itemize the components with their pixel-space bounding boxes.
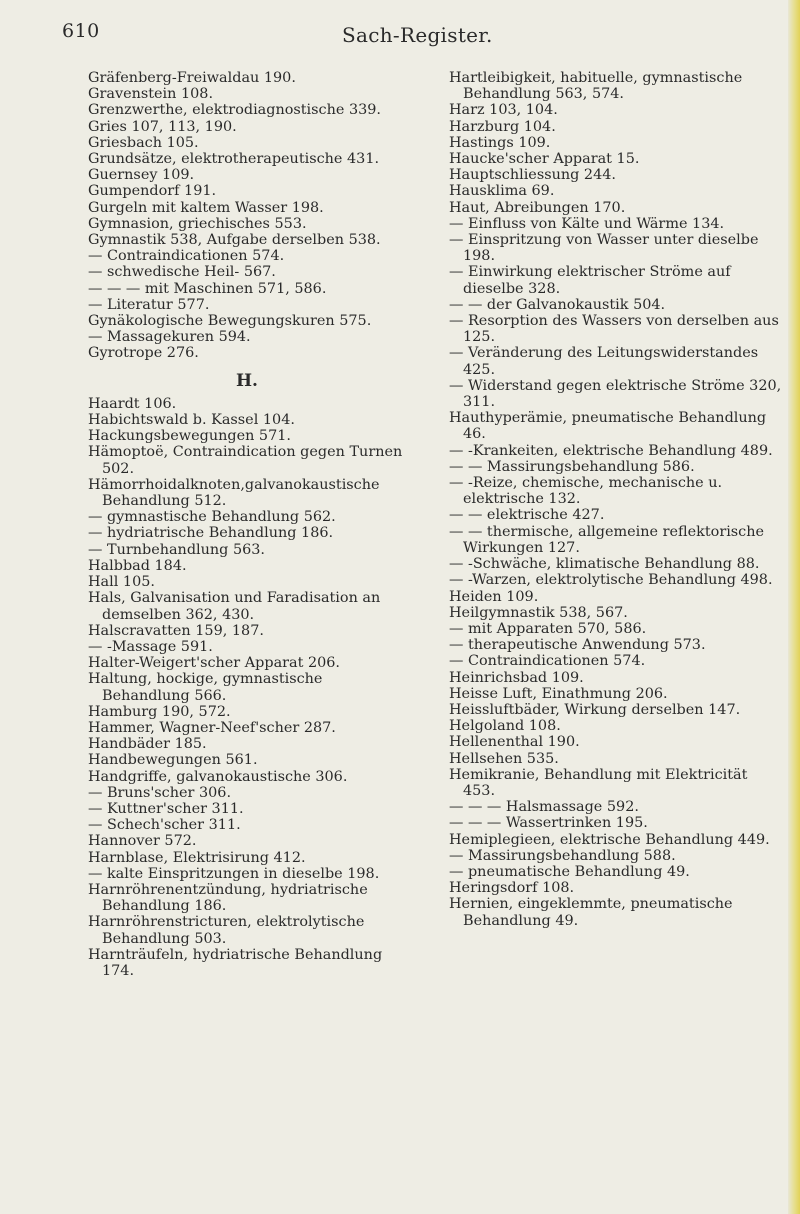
index-entry: Heinrichsbad 109. [449, 669, 584, 686]
index-entry: Gymnastik 538, Aufgabe derselben 538. [88, 232, 381, 249]
index-entry: Gynäkologische Bewegungskuren 575. [88, 313, 372, 330]
index-entry: — Veränderung des Leitungswiderstandes 425. [449, 345, 759, 378]
index-entry: Halbbad 184. [88, 557, 187, 574]
index-entry: Harnblase, Elektrisirung 412. [88, 849, 306, 866]
index-entry: Harz 103, 104. [449, 102, 558, 119]
index-entry: — -Massage 591. [88, 638, 213, 655]
index-entry: — -Krankeiten, elektrische Behandlung 489. [449, 442, 773, 459]
index-entry: Gravenstein 108. [88, 86, 214, 103]
index-entry: Grenzwerthe, elektrodiagnostische 339. [88, 102, 382, 119]
index-entry: Halter-Weigert'scher Apparat 206. [88, 655, 341, 672]
index-entry: Hastings 109. [449, 134, 551, 151]
index-entry: Gumpendorf 191. [88, 183, 217, 200]
index-entry: Hämoptoë, Contraindication gegen Turnen 502. [88, 444, 403, 477]
index-entry: Hemikranie, Behandlung mit Elektricität 453. [449, 766, 748, 799]
index-entry: Grundsätze, elektrotherapeutische 431. [88, 151, 380, 168]
index-entry: Griesbach 105. [88, 134, 199, 151]
index-entry: — — — mit Maschinen 571, 586. [88, 280, 327, 297]
index-entry: — Schech'scher 311. [88, 817, 241, 834]
index-entry: Hemiplegieen, elektrische Behandlung 449. [449, 831, 770, 848]
index-entry: — Kuttner'scher 311. [88, 800, 244, 817]
index-entry: — — thermische, allgemeine reflektorische Wirkungen 127. [449, 523, 765, 556]
index-entry: Heringsdorf 108. [449, 880, 575, 897]
index-entry: — Einwirkung elektrischer Ströme auf dieselbe 328. [449, 264, 731, 297]
index-entry: — schwedische Heil- 567. [88, 264, 276, 281]
index-entry: Gyrotrope 276. [88, 345, 199, 362]
index-entry: — — elektrische 427. [449, 507, 605, 524]
index-entry: Helgoland 108. [449, 718, 561, 735]
index-entry: — — — Halsmassage 592. [449, 799, 639, 816]
index-entry: — mit Apparaten 570, 586. [449, 620, 647, 637]
index-entry: — Turnbehandlung 563. [88, 541, 266, 558]
page-edge-shadow [788, 0, 800, 1214]
index-entry: Haucke'scher Apparat 15. [449, 151, 640, 168]
index-entry: Hellsehen 535. [449, 750, 559, 767]
index-entry: — kalte Einspritzungen in dieselbe 198. [88, 865, 380, 882]
index-entry: Gymnasion, griechisches 553. [88, 215, 307, 232]
index-entry: — -Warzen, elektrolytische Behandlung 498. [449, 572, 773, 589]
running-header: Sach-Register. [342, 23, 493, 47]
left-entries-g [88, 70, 406, 362]
index-entry: — Massagekuren 594. [88, 329, 251, 346]
section-letter-h: H. [236, 370, 258, 391]
index-entry: Hauptschliessung 244. [449, 167, 616, 184]
index-entry: Heiden 109. [449, 588, 539, 605]
index-entry: Hackungsbewegungen 571. [88, 428, 291, 445]
index-entry: Hall 105. [88, 574, 155, 591]
right-entries-h [449, 70, 783, 929]
index-entry: — Einspritzung von Wasser unter dieselbe 198. [449, 232, 759, 265]
index-entry: — therapeutische Anwendung 573. [449, 637, 706, 654]
index-entry: Gräfenberg-Freiwaldau 190. [88, 70, 296, 86]
index-entry: Hausklima 69. [449, 183, 555, 200]
index-entry: Hauthyperämie, pneumatische Behandlung 46. [449, 410, 767, 443]
index-entry: Habichtswald b. Kassel 104. [88, 412, 295, 429]
index-entry: — Massirungsbehandlung 588. [449, 847, 676, 864]
index-entry: Gurgeln mit kaltem Wasser 198. [88, 199, 324, 216]
index-entry: — Widerstand gegen elektrische Ströme 320, 311. [449, 377, 782, 411]
index-entry: Haltung, hockige, gymnastische Behandlung 566. [88, 671, 323, 704]
index-entry: Hernien, eingeklemmte, pneumatische Behandlung 49. [449, 896, 733, 929]
index-entry: Hamburg 190, 572. [88, 703, 231, 720]
index-entry: Heilgymnastik 538, 567. [449, 604, 628, 621]
index-entry: — -Schwäche, klimatische Behandlung 88. [449, 556, 760, 573]
index-entry: — Bruns'scher 306. [88, 784, 232, 801]
index-entry: — Literatur 577. [88, 296, 210, 313]
index-entry: Harzburg 104. [449, 118, 556, 135]
index-entry: Hals, Galvanisation und Faradisation an demselben 362, 430. [88, 590, 381, 623]
index-entry: — — der Galvanokaustik 504. [449, 296, 666, 313]
left-entries-h [88, 396, 406, 979]
index-entry: — hydriatrische Behandlung 186. [88, 525, 334, 542]
index-entry: Heissluftbäder, Wirkung derselben 147. [449, 701, 741, 718]
index-entry: Handbäder 185. [88, 736, 207, 753]
index-entry: Harnröhrenstricturen, elektrolytische Behandlung 503. [88, 914, 365, 947]
index-entry: Guernsey 109. [88, 167, 195, 184]
index-entry: — Resorption des Wassers von derselben aus 125. [449, 313, 779, 346]
index-entry: Hartleibigkeit, habituelle, gymnastische Behandlung 563, 574. [449, 70, 743, 103]
index-entry: Hannover 572. [88, 833, 197, 850]
index-entry: Handgriffe, galvanokaustische 306. [88, 768, 348, 785]
index-entry: Harnträufeln, hydriatrische Behandlung 174. [88, 946, 383, 979]
index-entry: — pneumatische Behandlung 49. [449, 863, 690, 880]
index-entry: Hämorrhoidalknoten,galvanokaustische Behandlung 512. [88, 476, 380, 510]
index-entry: Halscravatten 159, 187. [88, 622, 264, 639]
left-column [88, 70, 406, 979]
index-entry: Hammer, Wagner-Neef'scher 287. [88, 719, 336, 736]
index-entry: — Contraindicationen 574. [88, 248, 285, 265]
index-entry: Harnröhrenentzündung, hydriatrische Behandlung 186. [88, 881, 368, 915]
index-entry: — gymnastische Behandlung 562. [88, 509, 336, 526]
index-entry: — — — Wassertrinken 195. [449, 815, 648, 832]
page-number: 610 [62, 20, 100, 42]
index-entry: — Contraindicationen 574. [449, 653, 646, 670]
index-entry: Haut, Abreibungen 170. [449, 199, 626, 216]
right-column [449, 70, 783, 929]
index-entry: Handbewegungen 561. [88, 752, 258, 769]
index-entry: — Einfluss von Kälte und Wärme 134. [449, 215, 725, 232]
index-entry: — — Massirungsbehandlung 586. [449, 458, 695, 475]
index-entry: Hellenenthal 190. [449, 734, 580, 751]
index-entry: Heisse Luft, Einathmung 206. [449, 685, 668, 702]
index-entry: Gries 107, 113, 190. [88, 118, 237, 135]
index-entry: — -Reize, chemische, mechanische u. elektrische 132. [449, 475, 723, 508]
index-entry: Haardt 106. [88, 395, 177, 412]
